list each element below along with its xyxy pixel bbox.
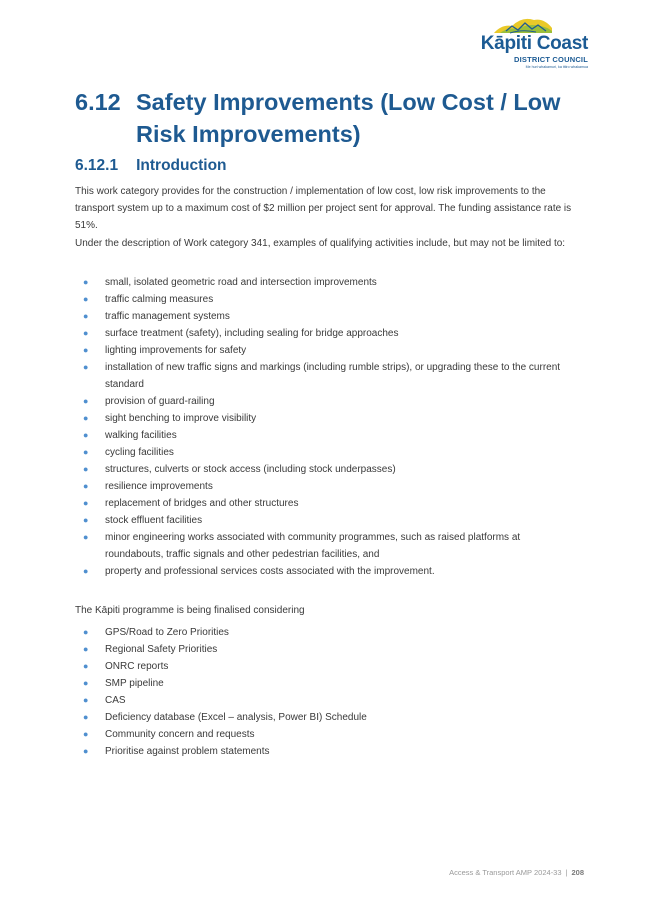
programme-list	[0, 624, 645, 760]
subsection-heading	[75, 155, 227, 177]
bullet-icon: ●	[83, 277, 89, 287]
list-item-text: walking facilities	[105, 430, 177, 441]
list-item-text: structures, culverts or stock access (including stock underpasses)	[105, 464, 396, 475]
bullet-icon: ●	[83, 345, 89, 355]
list-item	[0, 641, 570, 658]
council-logo	[470, 14, 594, 72]
list-item	[0, 692, 570, 709]
bullet-icon: ●	[83, 566, 89, 576]
list-item-text: surface treatment (safety), including sealing for bridge approaches	[105, 328, 399, 339]
bullet-icon: ●	[83, 447, 89, 457]
footer-document-title: Access & Transport AMP 2024-33	[449, 868, 562, 877]
list-item-text: sight benching to improve visibility	[105, 413, 257, 424]
bullet-icon: ●	[83, 294, 89, 304]
list-item	[0, 658, 570, 675]
list-item-text: installation of new traffic signs and markings (including rumble strips), or upgrading these to the current standard	[105, 362, 561, 390]
bullet-icon: ●	[83, 396, 89, 406]
bullet-icon: ●	[83, 678, 89, 688]
list-item-text: property and professional services costs associated with the improvement.	[105, 566, 435, 577]
list-item	[0, 393, 570, 410]
bullet-icon: ●	[83, 695, 89, 705]
list-item-text: Deficiency database (Excel – analysis, Power BI) Schedule	[105, 712, 367, 723]
bullet-icon: ●	[83, 515, 89, 525]
list-item	[0, 563, 570, 580]
list-item-text: resilience improvements	[105, 481, 213, 492]
section-number: 6.12	[75, 89, 121, 115]
bullet-icon: ●	[83, 430, 89, 440]
list-item	[0, 444, 570, 461]
list-item	[0, 427, 570, 444]
list-item	[0, 675, 570, 692]
list-item	[0, 291, 570, 308]
list-item	[0, 478, 570, 495]
list-item	[0, 709, 570, 726]
bullet-icon: ●	[83, 627, 89, 637]
bullet-icon: ●	[83, 729, 89, 739]
list-item	[0, 495, 570, 512]
section-heading	[75, 86, 575, 150]
bullet-icon: ●	[83, 712, 89, 722]
list-item	[0, 743, 570, 760]
bullet-icon: ●	[83, 746, 89, 756]
subsection-title: Introduction	[136, 157, 227, 174]
list-item-text: stock effluent facilities	[105, 515, 203, 526]
bullet-icon: ●	[83, 532, 89, 542]
list-item	[0, 726, 570, 743]
bullet-icon: ●	[83, 464, 89, 474]
list-item-text: Regional Safety Priorities	[105, 644, 218, 655]
list-item-text: minor engineering works associated with community programmes, such as raised platforms at roundabouts, traffic signals and other pedestrian facilities, and	[105, 532, 521, 560]
page-footer	[300, 868, 584, 877]
bullet-icon: ●	[83, 311, 89, 321]
bullet-icon: ●	[83, 328, 89, 338]
page-number: 208	[571, 868, 584, 877]
list-item-text: Community concern and requests	[105, 729, 255, 740]
subsection-number: 6.12.1	[75, 157, 119, 174]
list-item	[0, 274, 570, 291]
activities-list	[0, 274, 645, 580]
section-title: Safety Improvements (Low Cost / Low Risk Improvements)	[136, 89, 561, 147]
footer-separator: |	[565, 868, 568, 877]
list-item-text: traffic management systems	[105, 311, 230, 322]
list-item-text: traffic calming measures	[105, 294, 214, 305]
list-item-text: cycling facilities	[105, 447, 174, 458]
activities-intro: Under the description of Work category 341, examples of qualifying activities include, but may not be limited to:	[75, 238, 566, 249]
bullet-icon: ●	[83, 413, 89, 423]
list-item	[0, 359, 570, 393]
list-item	[0, 308, 570, 325]
list-item-text: SMP pipeline	[105, 678, 164, 689]
bullet-icon: ●	[83, 362, 89, 372]
list-item-text: ONRC reports	[105, 661, 169, 672]
list-item-text: Prioritise against problem statements	[105, 746, 270, 757]
bullet-icon: ●	[83, 498, 89, 508]
list-item-text: CAS	[105, 695, 126, 706]
list-item-text: replacement of bridges and other structures	[105, 498, 299, 509]
intro-paragraph: This work category provides for the construction / implementation of low cost, low risk improvements to the transport system up to a maximum cost of $2 million per project sent for approval. The funding assistance rate is 51%.	[75, 186, 572, 231]
list-item	[0, 624, 570, 641]
hills-logo-icon	[492, 14, 554, 34]
bullet-icon: ●	[83, 481, 89, 491]
list-item-text: GPS/Road to Zero Priorities	[105, 627, 229, 638]
list-item-text: provision of guard-railing	[105, 396, 215, 407]
bullet-icon: ●	[83, 644, 89, 654]
logo-tagline: Me huri whakamuri, ka titiro whakamua	[525, 65, 588, 69]
list-item	[0, 325, 570, 342]
list-item	[0, 410, 570, 427]
list-item-text: small, isolated geometric road and intersection improvements	[105, 277, 377, 288]
programme-intro: The Kāpiti programme is being finalised considering	[75, 605, 305, 616]
list-item-text: lighting improvements for safety	[105, 345, 247, 356]
logo-subtitle: DISTRICT COUNCIL	[513, 55, 588, 64]
list-item	[0, 461, 570, 478]
list-item	[0, 529, 570, 563]
logo-name: Kāpiti Coast	[480, 33, 588, 54]
bullet-icon: ●	[83, 661, 89, 671]
list-item	[0, 342, 570, 359]
list-item	[0, 512, 570, 529]
